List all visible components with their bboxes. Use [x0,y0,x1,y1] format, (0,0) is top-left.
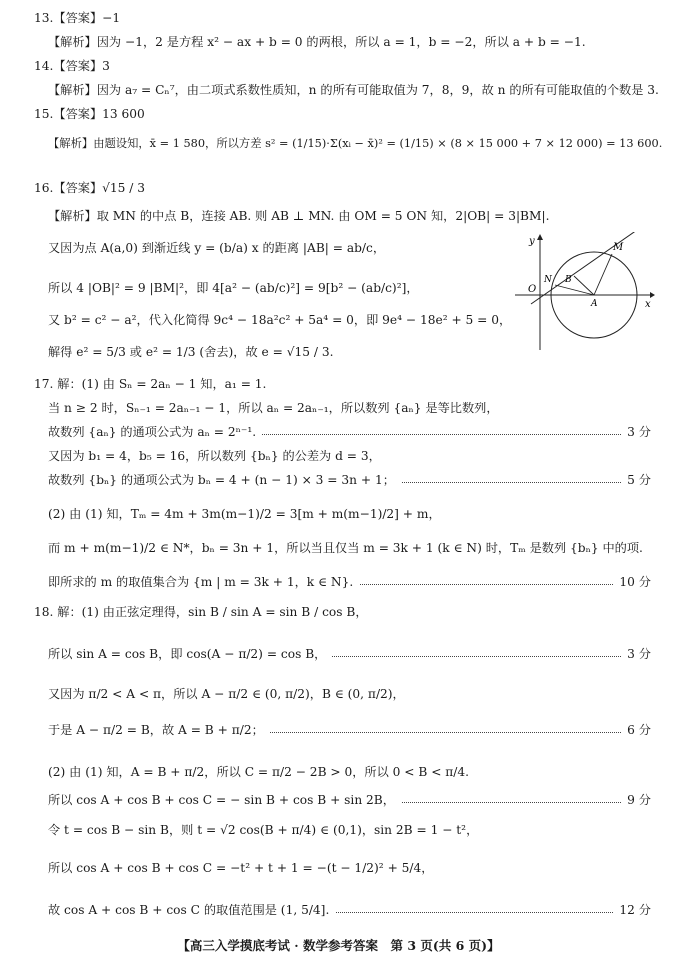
scored-line-text: 故数列 {aₙ} 的通项公式为 aₙ = 2ⁿ⁻¹. [48,424,262,440]
score-label: 3 分 [621,646,651,662]
text-line-q13-ans: 13.【答案】−1 [34,11,121,25]
page-footer: 【高三入学摸底考试 · 数学参考答案 第 3 页(共 6 页)】 [177,938,500,953]
label-m: M [613,242,624,253]
text-line-q15-exp: 【解析】由题设知，x̄ = 1 580，所以方差 s² = (1/15)·Σ(xᵢ − x̄)² = (1/15) × (8 × 15 000 + 7 × 12 000) = 13 600. [48,137,663,150]
text-line-q17-8: 而 m + m(m−1)/2 ∈ N*，bₙ = 3n + 1，所以当且仅当 m = 3k + 1 (k ∈ N) 时，Tₘ 是数列 {bₙ} 中的项. [48,541,643,555]
text-line-q17-2: 当 n ≥ 2 时，Sₙ₋₁ = 2aₙ₋₁ − 1，所以 aₙ = 2aₙ₋₁，所以数列 {aₙ} 是等比数列， [48,401,499,415]
label-o: O [528,284,537,295]
scored-line-q17-6 [48,472,651,488]
scored-line-q17-9 [48,574,651,590]
text-line-q16-exp4: 又 b² = c² − a²，代入化简得 9c⁴ − 18a²c² + 5a⁴ = 0，即 9e⁴ − 18e² + 5 = 0， [48,313,512,327]
text-line-q18-3: 又因为 π/2 < A < π，所以 A − π/2 ∈ (0, π/2)，B ∈ (0, π/2)， [48,687,405,701]
y-axis-arrow [537,234,543,240]
scored-line-q17-3 [48,424,651,440]
score-label: 5 分 [621,472,651,488]
scored-line-text: 所以 cos A + cos B + cos C = − sin B + cos B + sin 2B， [48,792,401,808]
label-b: B [565,275,572,285]
text-line-q17-1: 17. 解：(1) 由 Sₙ = 2aₙ − 1 知，a₁ = 1. [34,377,267,391]
text-line-q18-5: (2) 由 (1) 知，A = B + π/2，所以 C = π/2 − 2B > 0，所以 0 < B < π/4. [48,765,470,779]
label-x: x [645,299,651,310]
text-line-q18-8: 所以 cos A + cos B + cos C = −t² + t + 1 = −(t − 1/2)² + 5/4， [48,861,434,875]
scored-line-q18-6 [48,792,651,808]
text-line-q16-ans: 16.【答案】√15 / 3 [34,181,146,195]
score-label: 10 分 [613,574,651,590]
x-axis-arrow [650,292,655,298]
text-line-q16-exp2: 又因为点 A(a,0) 到渐近线 y = (b/a) x 的距离 |AB| = ab/c， [48,241,386,255]
hyperbola-circle-figure [515,232,655,352]
scored-line-text: 所以 sin A = cos B，即 cos(A − π/2) = cos B， [48,646,332,662]
text-line-q14-ans: 14.【答案】3 [34,59,110,73]
scored-line-text: 于是 A − π/2 = B，故 A = B + π/2； [48,722,270,738]
text-line-q18-1: 18. 解：(1) 由正弦定理得，sin B / sin A = sin B / cos B， [34,605,368,619]
scored-line-text: 即所求的 m 的取值集合为 {m | m = 3k + 1，k ∈ N}. [48,574,359,590]
text-line-q16-exp3: 所以 4 |OB|² = 9 |BM|²，即 4[a² − (ab/c)²] = 9[b² − (ab/c)²]， [48,281,419,295]
text-line-q16-exp1: 【解析】取 MN 的中点 B，连接 AB. 则 AB ⊥ MN. 由 OM = 5 ON 知，2|OB| = 3|BM|. [48,209,550,223]
text-line-q17-7: (2) 由 (1) 知，Tₘ = 4m + 3m(m−1)/2 = 3[m + m(m−1)/2] + m， [48,507,441,521]
scored-line-text: 故 cos A + cos B + cos C 的取值范围是 (1, 5/4]. [48,902,335,918]
label-y: y [529,236,535,247]
segment-am [594,254,612,295]
text-line-q16-exp5: 解得 e² = 5/3 或 e² = 1/3 (舍去)，故 e = √15 / 3. [48,345,334,359]
text-line-q14-exp: 【解析】因为 a₇ = Cₙ⁷，由二项式系数性质知，n 的所有可能取值为 7，8，9，故 n 的所有可能取值的个数是 3. [48,83,659,97]
score-label: 9 分 [621,792,651,808]
score-label: 6 分 [621,722,651,738]
scored-line-q18-4 [48,722,651,738]
label-a: A [591,299,598,309]
text-line-q15-ans: 15.【答案】13 600 [34,107,145,121]
scored-line-text: 故数列 {bₙ} 的通项公式为 bₙ = 4 + (n − 1) × 3 = 3n + 1； [48,472,401,488]
scored-line-q18-2 [48,646,651,662]
label-n: N [544,275,552,285]
score-label: 3 分 [621,424,651,440]
text-line-q13-exp: 【解析】因为 −1，2 是方程 x² − ax + b = 0 的两根，所以 a = 1，b = −2，所以 a + b = −1. [48,35,586,49]
text-line-q18-7: 令 t = cos B − sin B，则 t = √2 cos(B + π/4) ∈ (0,1)，sin 2B = 1 − t²， [48,823,479,837]
score-label: 12 分 [613,902,651,918]
scored-line-q18-9 [48,902,651,918]
text-line-q17-5: 又因为 b₁ = 4，b₅ = 16，所以数列 {bₙ} 的公差为 d = 3， [48,449,381,463]
